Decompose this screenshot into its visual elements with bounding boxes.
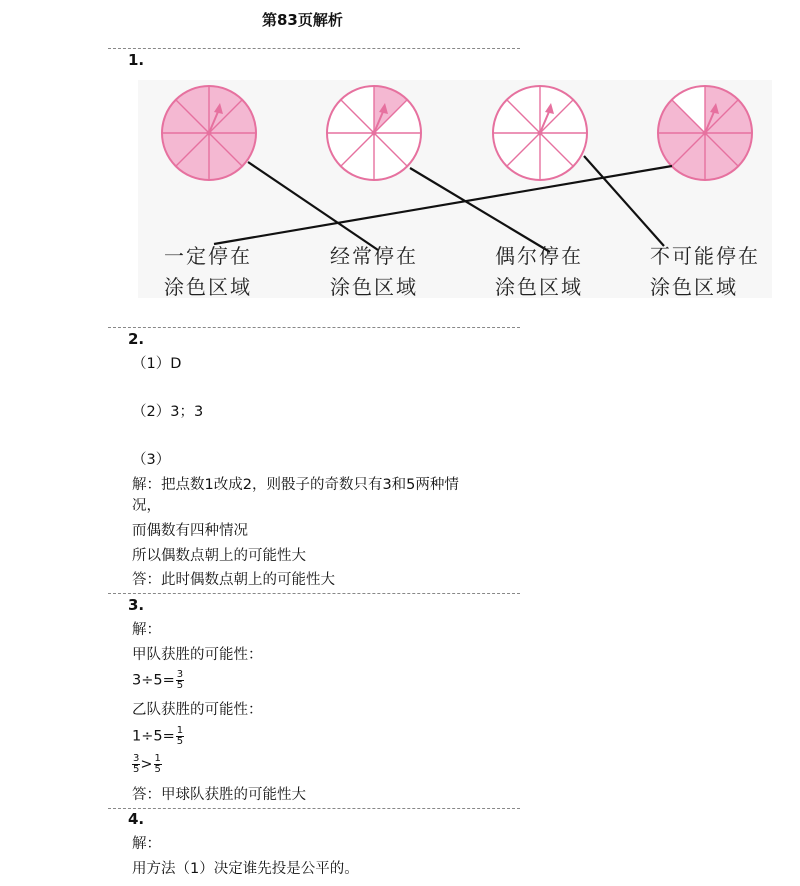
label-1-line1: 一定停在 (164, 244, 252, 268)
denominator: 5 (176, 680, 184, 691)
divider (108, 808, 520, 809)
spinner-2 (327, 86, 421, 180)
numerator: 1 (176, 725, 184, 736)
denominator: 5 (176, 736, 184, 747)
q2-solution-line1: 解：把点数1改成2，则骰子的奇数只有3和5两种情 (132, 477, 459, 493)
q3-team-b-label: 乙队获胜的可能性： (132, 702, 263, 718)
q2-answer: 答：此时偶数点朝上的可能性大 (132, 572, 335, 588)
fraction (154, 754, 162, 775)
numerator: 1 (154, 753, 161, 764)
q2-part1: （1）D (132, 356, 182, 372)
q2-solution-line1b: 况， (132, 498, 161, 514)
spinner-matching-figure (138, 80, 772, 298)
q4-line1: 用方法（1）决定谁先投是公平的。 (132, 861, 359, 877)
q3-team-b-expression (132, 726, 184, 747)
spinner-pivot (372, 131, 377, 136)
q2-part3: （3） (132, 452, 171, 468)
q2-part2: （2）3；3 (132, 404, 204, 420)
page-title: 第83页解析 (262, 11, 343, 29)
spinner-3 (493, 86, 587, 180)
spinner-1 (162, 86, 256, 180)
label-3-line1: 偶尔停在 (495, 244, 583, 268)
fraction (176, 726, 184, 747)
question-2-number: 2. (128, 330, 145, 348)
q2-solution-line2: 而偶数有四种情况 (132, 523, 248, 539)
q4-solve-label: 解： (132, 836, 161, 852)
question-4-number: 4. (128, 810, 145, 828)
q3-comparison (132, 754, 162, 775)
spinner-pivot (703, 131, 708, 136)
spinner-pivot (538, 131, 543, 136)
label-4-line2: 涂色区域 (650, 275, 738, 298)
q3-b-expr: 1÷5= (132, 728, 175, 745)
divider (108, 593, 520, 594)
spinner-4 (658, 86, 752, 180)
spinner-pivot (207, 131, 212, 136)
label-1-line2: 涂色区域 (164, 275, 252, 298)
denominator: 5 (133, 764, 140, 775)
label-4-line1: 不可能停在 (650, 244, 760, 268)
greater-than-sign: > (140, 756, 153, 773)
q3-answer: 答：甲球队获胜的可能性大 (132, 787, 306, 803)
numerator: 3 (133, 753, 140, 764)
q3-a-expr: 3÷5= (132, 672, 175, 689)
q3-team-a-label: 甲队获胜的可能性： (132, 647, 263, 663)
divider (108, 48, 520, 49)
divider (108, 327, 520, 328)
q2-solution-line3: 所以偶数点朝上的可能性大 (132, 548, 306, 564)
label-2-line2: 涂色区域 (330, 275, 418, 298)
label-2-line1: 经常停在 (330, 244, 418, 268)
question-3-number: 3. (128, 596, 145, 614)
q3-solve-label: 解： (132, 622, 161, 638)
q3-team-a-expression (132, 670, 184, 691)
fraction (176, 670, 184, 691)
question-1-number: 1. (128, 51, 145, 69)
numerator: 3 (176, 669, 184, 680)
label-3-line2: 涂色区域 (495, 275, 583, 298)
denominator: 5 (154, 764, 161, 775)
